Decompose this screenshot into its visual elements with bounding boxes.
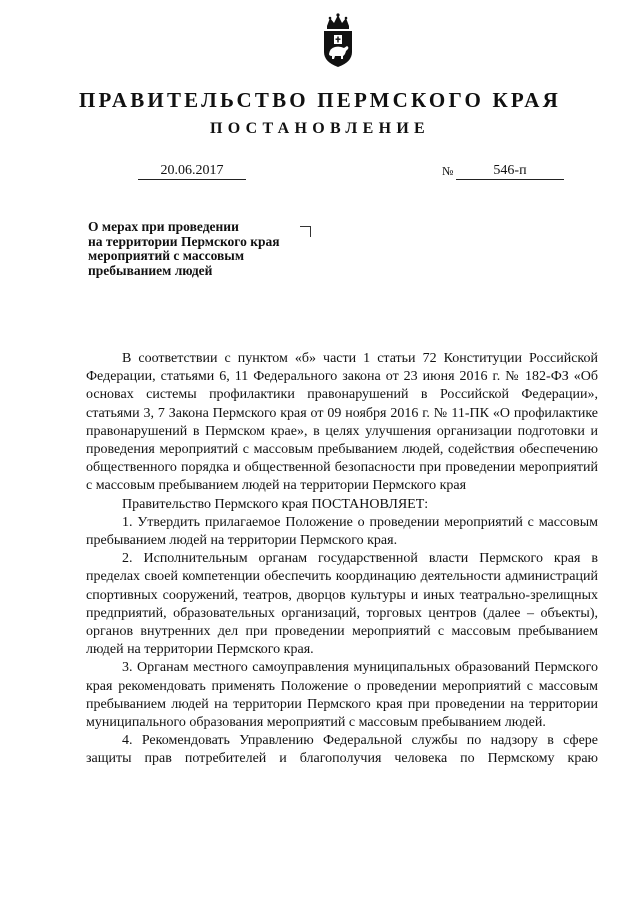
organization-title: ПРАВИТЕЛЬСТВО ПЕРМСКОГО КРАЯ xyxy=(78,88,561,112)
body-paragraph: 2. Исполнительным органам государственной власти Пермского края в пределах своей компетенции обеспечить координацию деятельности администраций спортивных сооружений, театров, дворцов культуры и иных театрально-зрелищных предприятий, образовательных организаций, торговых центров (далее – объекты), органов внутренних дел при проведении мероприятий с массовым пребыванием людей на территории Пермского края. xyxy=(86,551,598,658)
body-paragraph: 1. Утвердить прилагаемое Положение о проведении мероприятий с массовым пребыванием людей на территории Пермского края. xyxy=(86,514,598,549)
number-sign: № xyxy=(442,164,454,178)
subject-line: мероприятий с массовым xyxy=(88,248,245,263)
subject-corner-mark xyxy=(300,226,311,237)
subject-line: пребыванием людей xyxy=(88,262,213,278)
subject-line: на территории Пермского края xyxy=(88,233,280,249)
body-paragraph: В соответствии с пунктом «б» части 1 статьи 72 Конституции Российской Федерации, статьями 6, 11 Федерального закона от 23 июня 2016 г. № 182-ФЗ «Об основах системы профилактики правонарушений в Российской Федерации», статьями 3, 7 Закона Пермского края от 09 ноября 2016 г. № 11-ПК «О профилактике правонарушений в Пермском крае», в целях улучшения организации подготовки и проведения мероприятий с массовым пребыванием людей, содействия обеспечению общественного порядка и общественной безопасности при проведении мероприятий с массовым пребыванием людей на территории Пермского края xyxy=(86,351,598,494)
document-subject xyxy=(88,220,313,278)
body-paragraph: Правительство Пермского края ПОСТАНОВЛЯЕТ: xyxy=(122,496,429,512)
subject-line: О мерах при проведении xyxy=(88,219,239,234)
document-number: 546-п xyxy=(456,162,564,180)
body-paragraph: 4. Рекомендовать Управлению Федеральной службы по надзору в сфере защиты прав потребителей и благополучия человека по Пермскому краю xyxy=(86,733,598,767)
document-date: 20.06.2017 xyxy=(138,162,246,180)
body-paragraph: 3. Органам местного самоуправления муниципальных образований Пермского края рекомендовать применять Положение о проведении мероприятий с массовым пребыванием людей на территории Пермского края при проведении на территории муниципального образования мероприятий с массовым пребыванием людей. xyxy=(86,660,598,731)
coat-of-arms-icon xyxy=(318,12,358,68)
document-body xyxy=(86,350,598,769)
document-type-title: ПОСТАНОВЛЕНИЕ xyxy=(209,120,431,137)
